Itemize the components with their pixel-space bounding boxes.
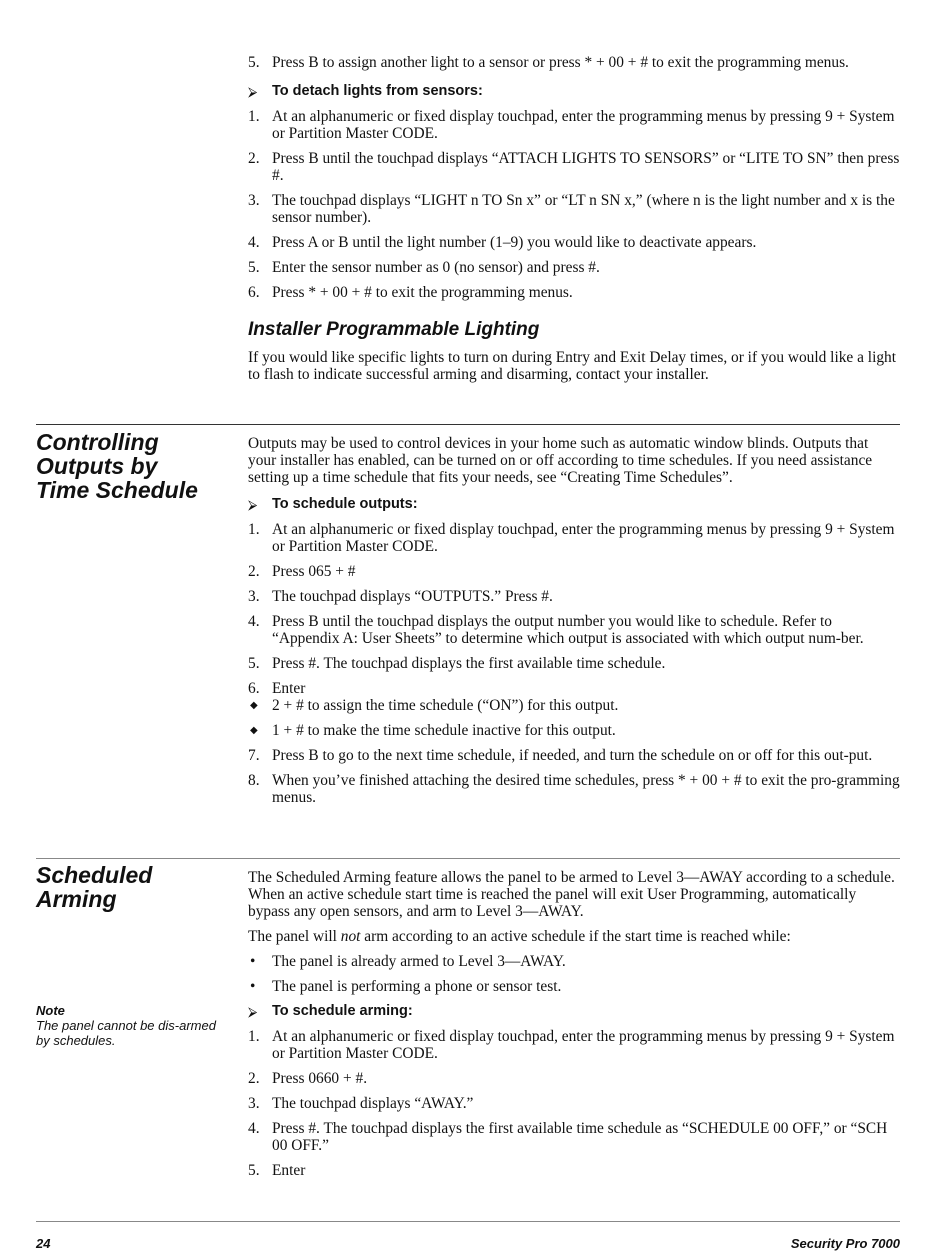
arrowhead-icon: ⮚: [248, 1004, 258, 1019]
list-item: [248, 1028, 900, 1062]
step-text: When you’ve finished attaching the desired time schedules, press * + 00 + # to exit the pro-gramming menus.: [272, 772, 900, 806]
step-text: At an alphanumeric or fixed display touchpad, enter the programming menus by pressing 9 + System or Partition Master CODE.: [272, 521, 895, 555]
step-number: 7.: [248, 747, 260, 764]
list-item: [248, 722, 900, 739]
note-box: [36, 1003, 226, 1048]
step-text: Press B to assign another light to a sensor or press * + 00 + # to exit the programming menus.: [272, 54, 849, 71]
detach-step-list: [248, 108, 900, 301]
page-number: 24: [36, 1236, 51, 1251]
step-text: Press 065 + #: [272, 563, 356, 580]
list-item: [248, 613, 900, 647]
step-number: 1.: [248, 521, 260, 538]
list-item: [248, 697, 900, 714]
step-text: Enter the sensor number as 0 (no sensor) and press #.: [272, 259, 600, 276]
step-number: 4.: [248, 234, 260, 251]
step-number: 3.: [248, 588, 260, 605]
list-item: [248, 1162, 900, 1179]
top-step-list: [248, 54, 900, 71]
list-item: [248, 234, 900, 251]
schedule-outputs-heading-text: To schedule outputs:: [272, 496, 418, 512]
diamond-bullet-icon: ◆: [250, 700, 258, 711]
list-item: [248, 588, 900, 605]
text-part: arm according to an active schedule if the start time is reached while:: [360, 928, 791, 945]
outputs-section: [248, 435, 900, 814]
list-item: [248, 192, 900, 226]
step-text: At an alphanumeric or fixed display touchpad, enter the programming menus by pressing 9 + System or Partition Master CODE.: [272, 108, 895, 142]
step-number: 5.: [248, 655, 260, 672]
note-text: The panel cannot be dis-armed by schedules.: [36, 1018, 216, 1048]
installer-lighting-title: Installer Programmable Lighting: [248, 319, 540, 340]
sub-item-text: 2 + # to assign the time schedule (“ON”) for this output.: [272, 697, 619, 714]
step-number: 2.: [248, 563, 260, 580]
list-item: [248, 1095, 900, 1112]
installer-lighting-body: If you would like specific lights to turn on during Entry and Exit Delay times, or if you would like a light to flash to indicate successful arming and disarming, contact your installer.: [248, 349, 897, 383]
step-number: 5.: [248, 54, 260, 71]
section-divider: [36, 858, 900, 859]
step-text: Enter: [272, 1162, 306, 1179]
bullet-icon: •: [250, 978, 256, 995]
title-line: Controlling: [36, 429, 159, 455]
list-item: [248, 655, 900, 672]
schedule-arming-heading-text: To schedule arming:: [272, 1003, 413, 1019]
step-text: Press * + 00 + # to exit the programming menus.: [272, 284, 573, 301]
step-number: 3.: [248, 192, 260, 209]
list-item: [248, 772, 900, 806]
list-item: [248, 563, 900, 580]
step-number: 6.: [248, 284, 260, 301]
arrowhead-icon: ⮚: [248, 497, 258, 512]
step-text: Press B until the touchpad displays the output number you would like to schedule. Refer to “Appendix A: User Sheets” to determine which output is associated with which output num-ber.: [272, 613, 864, 647]
step-text: Press #. The touchpad displays the first available time schedule.: [272, 655, 666, 672]
step-number: 2.: [248, 150, 260, 167]
step-number: 4.: [248, 613, 260, 630]
list-item: [248, 150, 900, 184]
arming-section-title: [36, 863, 226, 911]
step-text: Press B to go to the next time schedule, if needed, and turn the schedule on or off for this out-put.: [272, 747, 873, 764]
title-line: Scheduled: [36, 862, 153, 888]
step-text: Press #. The touchpad displays the first available time schedule as “SCHEDULE 00 OFF,” or “SCH 00 OFF.”: [272, 1120, 888, 1154]
product-name: Security Pro 7000: [790, 1236, 900, 1251]
list-item: [248, 108, 900, 142]
list-item: [248, 747, 900, 764]
list-item: [248, 1120, 900, 1154]
section-divider: [36, 424, 900, 425]
step-number: 4.: [248, 1120, 260, 1137]
bullet-text: The panel is already armed to Level 3—AWAY.: [272, 953, 566, 970]
arming-intro: The Scheduled Arming feature allows the panel to be armed to Level 3—AWAY according to a schedule. When an active schedule start time is reached the panel will exit User Programming, automatically bypass any open sensors, and arm to Level 3—AWAY.: [248, 869, 895, 920]
list-item: [248, 978, 900, 995]
outputs-section-title: [36, 430, 226, 502]
sub-item-text: 1 + # to make the time schedule inactive for this output.: [272, 722, 616, 739]
outputs-sub-list: [248, 697, 900, 739]
list-item: [248, 680, 900, 697]
step-text: The touchpad displays “OUTPUTS.” Press #.: [272, 588, 553, 605]
step-number: 2.: [248, 1070, 260, 1087]
bullet-icon: •: [250, 953, 256, 970]
arming-bullet-list: [248, 953, 900, 995]
list-item: [248, 259, 900, 276]
arming-section: [248, 869, 900, 1187]
step-text: The touchpad displays “AWAY.”: [272, 1095, 474, 1112]
schedule-arming-heading: [248, 1003, 900, 1020]
list-item: [248, 521, 900, 555]
bullet-text: The panel is performing a phone or sensor test.: [272, 978, 562, 995]
step-number: 3.: [248, 1095, 260, 1112]
schedule-outputs-heading: [248, 496, 900, 513]
step-text: The touchpad displays “LIGHT n TO Sn x” or “LT n SN x,” (where n is the light number and x is the sensor number).: [272, 192, 895, 226]
list-item: [248, 1070, 900, 1087]
step-number: 1.: [248, 1028, 260, 1045]
step-number: 8.: [248, 772, 260, 789]
detach-heading-text: To detach lights from sensors:: [272, 83, 483, 99]
step-text: Enter: [272, 680, 306, 697]
diamond-bullet-icon: ◆: [250, 725, 258, 736]
arrowhead-icon: ⮚: [248, 84, 258, 99]
outputs-step-list: [248, 521, 900, 697]
step-text: Press A or B until the light number (1–9) you would like to deactivate appears.: [272, 234, 757, 251]
list-item: [248, 54, 900, 71]
step-number: 5.: [248, 259, 260, 276]
step-number: 5.: [248, 1162, 260, 1179]
step-text: Press B until the touchpad displays “ATTACH LIGHTS TO SENSORS” or “LITE TO SN” then press #.: [272, 150, 900, 184]
step-text: Press 0660 + #.: [272, 1070, 368, 1087]
detach-heading: [248, 83, 900, 100]
title-line: Time Schedule: [36, 477, 198, 503]
step-number: 6.: [248, 680, 260, 697]
arming-condition-text: [248, 928, 900, 945]
note-title: Note: [36, 1003, 65, 1018]
footer-divider: [36, 1221, 900, 1222]
arming-step-list: [248, 1028, 900, 1179]
emphasis-text: not: [340, 928, 361, 945]
text-part: The panel will: [248, 928, 341, 945]
list-item: [248, 953, 900, 970]
outputs-step-list-continued: [248, 747, 900, 806]
title-line: Outputs by: [36, 453, 158, 479]
step-number: 1.: [248, 108, 260, 125]
step-text: At an alphanumeric or fixed display touchpad, enter the programming menus by pressing 9 + System or Partition Master CODE.: [272, 1028, 895, 1062]
title-line: Arming: [36, 886, 117, 912]
outputs-intro: Outputs may be used to control devices in your home such as automatic window blinds. Outputs that your installer has enabled, can be turned on or off according to time schedules. If you need assistance setting up a time schedule that fits your needs, see “Creating Time Schedules”.: [248, 435, 873, 486]
top-section: [248, 54, 900, 391]
list-item: [248, 284, 900, 301]
